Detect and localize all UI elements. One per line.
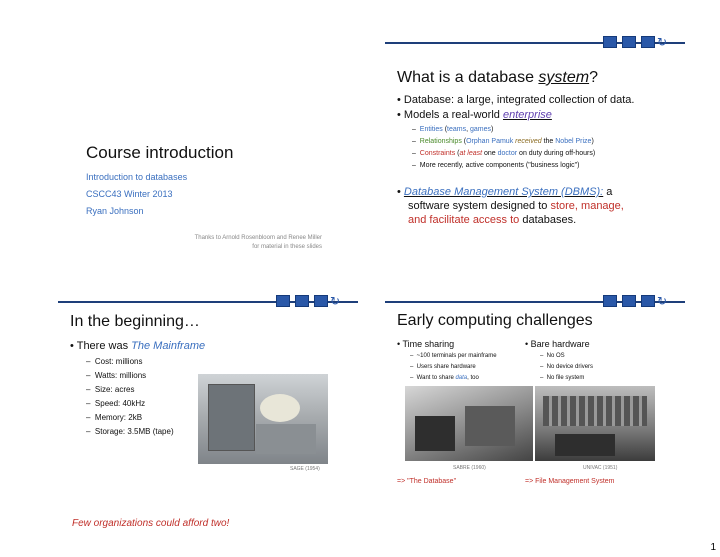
list-item: – No device drivers [540,364,594,370]
sabre-terminals-photo [405,386,533,461]
sub-bullet-active-components: – More recently, active components ("business logic") [412,162,580,169]
university-logo-icon [641,36,655,48]
bullet-mainframe: • There was The Mainframe [70,340,206,352]
conclusion-file-management: => File Management System [525,478,615,485]
header-rule [385,42,685,44]
slide-footer-note: Few organizations could afford two! [72,518,230,529]
page-number: 1 [710,542,716,553]
slide-subtitle-code: CSCC43 Winter 2013 [86,189,173,199]
slide-title: Early computing challenges [397,312,593,329]
university-logo-icon [276,295,290,307]
list-item: – ~100 terminals per mainframe [410,353,497,359]
list-item: – Want to share data, too [410,375,479,381]
mainframe-specs-list [86,356,174,437]
department-logo-icon: ↻ [330,294,341,308]
university-logo-icon [295,295,309,307]
univac-photo [535,386,655,461]
spec-item: – Watts: millions [86,371,147,380]
sub-bullet-constraints: – Constraints (at least one doctor on duty during off-hours) [412,150,596,157]
list-item: – No OS [540,353,565,359]
university-logo-icon [603,295,617,307]
list-item: – Users share hardware [410,364,476,370]
sub-bullet-entities: – Entities (teams, games) [412,126,494,133]
slide-title: Course introduction [86,143,234,162]
slide-in-the-beginning [58,294,358,529]
slide-title: In the beginning… [70,313,200,330]
header-rule [58,301,358,303]
university-logo-icon [622,36,636,48]
bare-hardware-list [540,351,593,384]
bullet-bare-hardware: • Bare hardware [525,339,590,349]
time-sharing-list [410,351,497,384]
slide-header-bar [385,35,685,49]
list-item: – No file system [540,375,585,381]
sub-bullet-relationships: – Relationships (Orphan Pamuk received the Nobel Prize) [412,138,594,145]
university-logo-icon [622,295,636,307]
spec-item: – Memory: 2kB [86,413,143,422]
bullet-time-sharing: • Time sharing [397,339,455,349]
university-logo-icon [314,295,328,307]
slide-credit-line-1: Thanks to Arnold Rosenbloom and Renee Miller [194,235,322,241]
bullet-models-enterprise: • Models a real-world enterprise [397,109,552,121]
spec-item: – Storage: 3.5MB (tape) [86,427,174,436]
spec-item: – Size: acres [86,385,135,394]
slide-header-bar [385,294,685,308]
bullet-dbms-definition: • Database Management System (DBMS): a software system designed to store, manage, and facilitate access to databases. [397,186,624,226]
university-logo-icon [603,36,617,48]
slide-header-bar [58,294,358,308]
photo-caption-left: SABRE (1960) [453,465,486,471]
photo-caption: SAGE (1954) [290,466,320,472]
conclusion-database: => "The Database" [397,478,457,485]
slide-course-introduction [58,35,358,267]
slide-title: What is a database system? [397,69,598,86]
slide-credit-line-2: for material in these slides [252,244,322,250]
bullet-database-definition: • Database: a large, integrated collection of data. [397,94,635,106]
department-logo-icon: ↻ [657,35,668,49]
sage-mainframe-photo [198,374,328,464]
slide-what-is-db-system [385,35,685,267]
university-logo-icon [641,295,655,307]
spec-item: – Speed: 40kHz [86,399,146,408]
header-rule [385,301,685,303]
department-logo-icon: ↻ [657,294,668,308]
photo-caption-right: UNIVAC (1951) [583,465,618,471]
slide-early-computing-challenges [385,294,685,526]
slide-subtitle-author: Ryan Johnson [86,206,144,216]
spec-item: – Cost: millions [86,357,143,366]
slide-subtitle-course: Introduction to databases [86,172,188,182]
